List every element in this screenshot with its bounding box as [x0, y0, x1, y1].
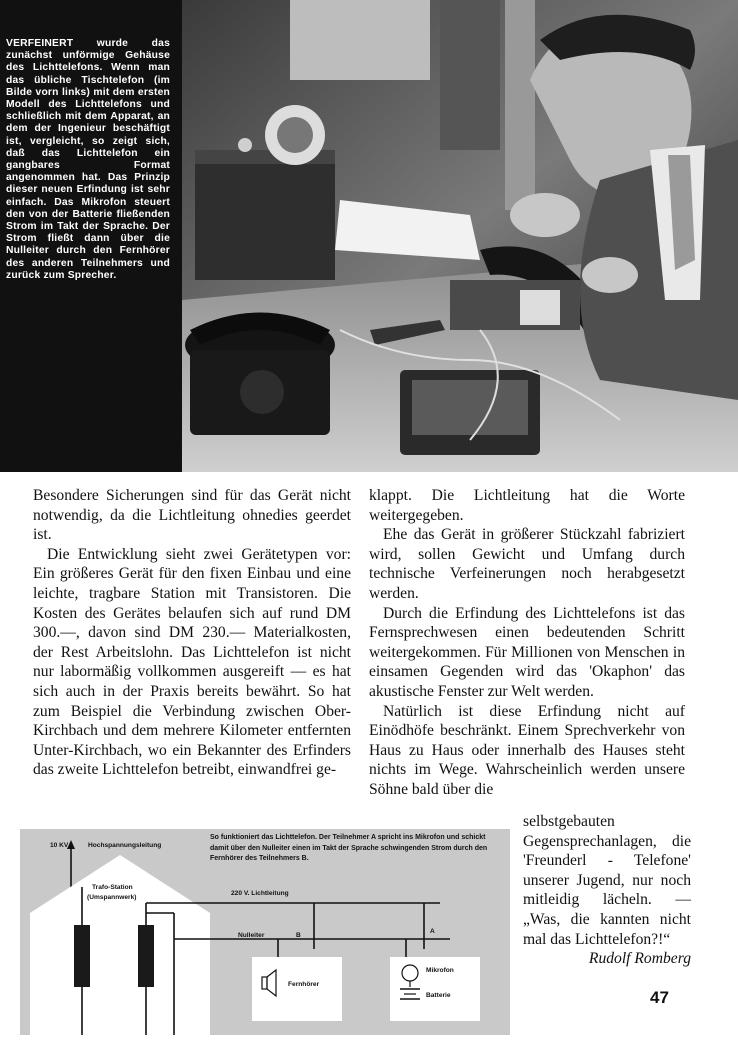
paragraph: Durch die Erfindung des Lichttelefons ist das Fernsprechwesen einen bedeutenden Schritt weitergekommen. Für Millionen von Menschen in einsamen Gegenden wird das 'Okaphon' das akustische Fenster zur Welt werden.: [369, 604, 685, 700]
article-column-3: [523, 812, 691, 969]
paragraph: klappt. Die Lichtleitung hat die Worte weitergegeben.: [369, 487, 685, 524]
author-name: Rudolf Romberg: [588, 950, 691, 968]
page-number: 47: [650, 988, 669, 1007]
diagram-caption: So funktioniert das Lichttelefon. Der Teilnehmer A spricht ins Mikrofon und schickt damit über den Nulleiter einen im Takt der Sprache schwingenden Strom durch den Fernhörer des Teilnehmers B.: [210, 834, 488, 863]
paragraph: Natürlich ist diese Erfindung nicht auf Einödhöfe beschränkt. Einem Sprechverkehr von Haus zu Haus oder innerhalb des Hauses steht nichts im Wege. Wahrscheinlich werden unsere Söhne bald über die: [369, 702, 685, 798]
label-a: A: [430, 928, 435, 935]
label-hv-line: Hochspannungsleitung: [88, 842, 162, 849]
article-column-2: [369, 486, 685, 800]
label-b: B: [296, 932, 301, 939]
label-umspannwerk: (Umspannwerk): [87, 894, 137, 901]
article-photo: [0, 0, 738, 472]
transformer-coil-secondary: [138, 925, 154, 987]
label-nulleiter: Nulleiter: [238, 932, 265, 939]
paragraph: Ehe das Gerät in größerer Stückzahl fabriziert wird, sollen Gewicht und Umfang durch technische Verfeinerungen noch herabgesetzt werden.: [369, 526, 685, 602]
article-column-1: [33, 486, 351, 780]
label-mikrofon: Mikrofon: [426, 967, 454, 974]
label-batterie: Batterie: [426, 992, 451, 999]
label-10kv: 10 KV: [50, 842, 69, 849]
paragraph: Die Entwicklung sieht zwei Gerätetypen vor: Ein größeres Gerät für den fixen Einbau und eine leichte, tragbare Station mit Transistoren. Die Kosten des Gerätes belaufen sich auf rund DM 300.—, davon sind DM 230.— Materialkosten, der Rest Arbeitslohn. Das Lichttelefon ist nicht nur labormäßig vollkommen ausgereift — es hat sich auch in der Praxis bereits bewährt. So hat zum Beispiel die Verbindung zwischen Ober-Kirchbach und dem mehrere Kilometer entfernten Unter-Kirchbach, wo ein Bekannter des Erfinders das zweite Lichttelefon betreibt, einwandfrei ge-: [33, 545, 351, 779]
label-220v: 220 V. Lichtleitung: [231, 890, 289, 897]
photo-caption: VERFEINERT wurde das zunächst unförmige Gehäuse des Lichttelefons. Wenn man das übliche Tischtelefon (im Bilde vorn links) mit dem ersten Modell des Lichttelefons und schließlich mit dem Apparat, an dem der Ingenieur beschäftigt ist, vergleicht, so zeigt sich, daß das Lichttelefon ein gangbares Format angenommen hat. Das Prinzip dieser neuen Erfindung ist sehr einfach. Das Mikrofon steuert den von der Batterie fließenden Strom im Takt der Sprache. Der Strom fließt dann über die Nulleiter durch den Fernhörer des anderen Teilnehmers und zurück zum Sprecher.: [6, 38, 170, 281]
label-fernhoerer: Fernhörer: [288, 981, 320, 988]
paragraph: selbstgebauten Gegensprechanlagen, die 'Freunderl - Telefone' unserer Jugend, nur noch mitleidig lächeln. — „Was, die kannten nicht mal das Lichttelefon?!“: [523, 813, 691, 948]
circuit-diagram: [20, 829, 510, 1035]
transformer-coil-primary: [74, 925, 90, 987]
paragraph: Besondere Sicherungen sind für das Gerät nicht notwendig, da die Lichtleitung ohnedies geerdet ist.: [33, 487, 351, 544]
label-trafo-station: Trafo-Station: [92, 884, 133, 891]
